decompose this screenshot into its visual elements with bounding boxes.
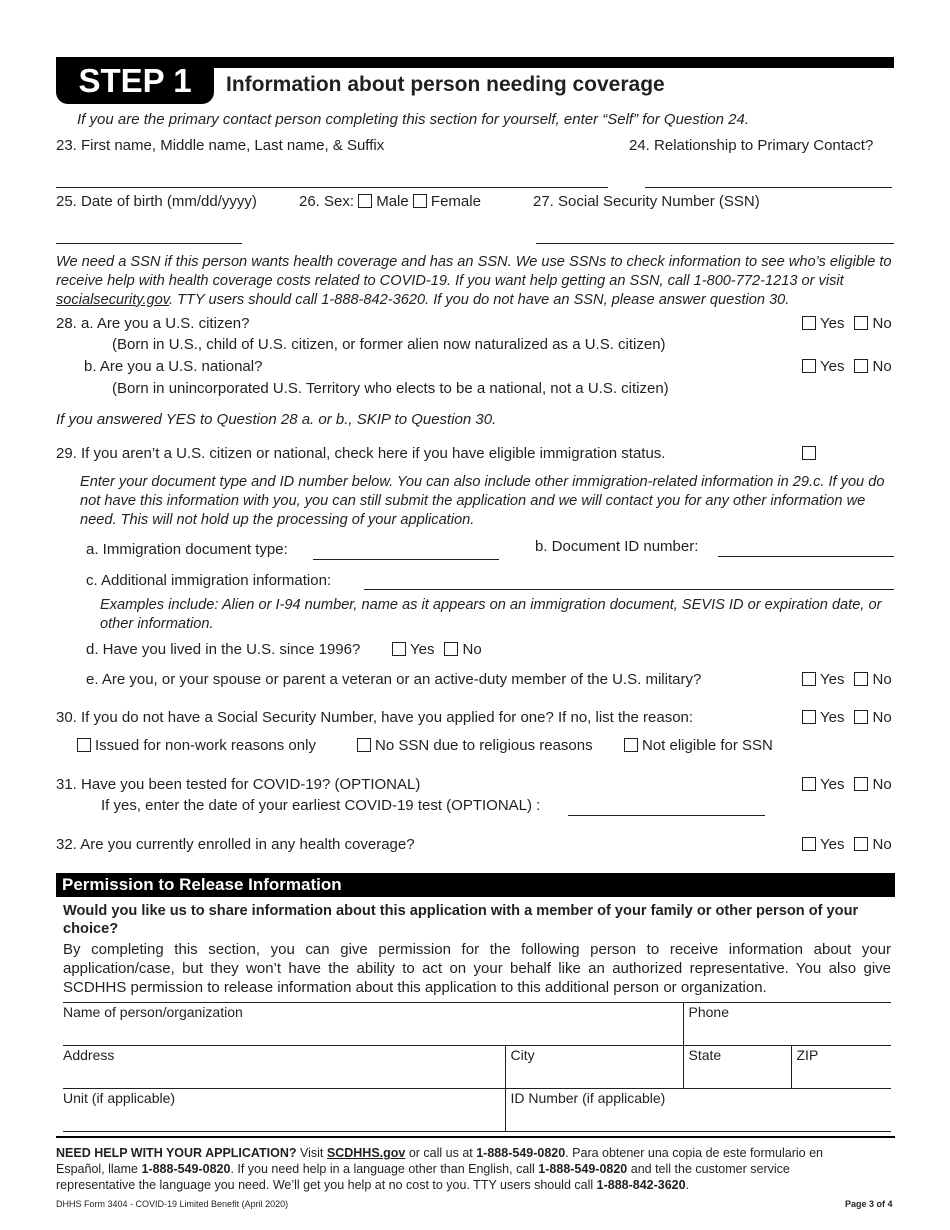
state-label: State xyxy=(688,1047,722,1063)
q30-opt1-checkbox[interactable] xyxy=(77,738,91,752)
q32-no-checkbox[interactable] xyxy=(854,837,868,851)
q29b-label: b. Document ID number: xyxy=(535,538,699,555)
no-label: No xyxy=(872,315,892,332)
q29a-document-type-field[interactable] xyxy=(313,559,499,560)
q24-relationship-field[interactable] xyxy=(645,187,892,188)
zip-label: ZIP xyxy=(796,1047,819,1063)
q29d-yes-checkbox[interactable] xyxy=(392,642,406,656)
q30-opt2 xyxy=(357,737,593,754)
footer-text: and tell the customer service representative the language you need. We’ll get you help at no cost to you. TTY users should call xyxy=(56,1162,790,1192)
no-label: No xyxy=(872,671,892,688)
id-number-label: ID Number (if applicable) xyxy=(510,1090,666,1106)
yes-label: Yes xyxy=(820,709,845,726)
yes-label: Yes xyxy=(820,358,845,375)
q29d-label: d. Have you lived in the U.S. since 1996? xyxy=(86,641,361,658)
no-label: No xyxy=(872,709,892,726)
permission-header: Permission to Release Information xyxy=(56,873,895,897)
q30-opt2-checkbox[interactable] xyxy=(357,738,371,752)
q30-opt1 xyxy=(77,737,316,754)
state-cell[interactable] xyxy=(683,1046,791,1089)
yes-label: Yes xyxy=(820,671,845,688)
spanish-phone: 1-888-549-0820 xyxy=(141,1162,231,1176)
unit-label: Unit (if applicable) xyxy=(63,1090,176,1106)
yes-label: Yes xyxy=(410,641,435,658)
q32-yes-no xyxy=(802,836,892,853)
q23-label: 23. First name, Middle name, Last name, & Suffix xyxy=(56,137,385,154)
q23-name-field[interactable] xyxy=(56,187,608,188)
scdhhs-link[interactable]: SCDHHS.gov xyxy=(326,1146,406,1160)
q26-label: 26. Sex: xyxy=(299,193,355,210)
male-checkbox[interactable] xyxy=(358,194,372,208)
q30-opt3-checkbox[interactable] xyxy=(624,738,638,752)
address-cell[interactable] xyxy=(63,1046,505,1089)
q29-note: Enter your document type and ID number below. You can also include other immigration-related information in 29.c. If you do not have this information with you, you can still submit the application and we will contact you for any other information we need. This will not hold up the processing of your application. xyxy=(80,474,885,528)
socialsecurity-link[interactable]: socialsecurity.gov xyxy=(56,292,170,308)
footer-help xyxy=(56,1145,856,1193)
phone-cell[interactable] xyxy=(683,1003,891,1046)
q29e-label: e. Are you, or your spouse or parent a veteran or an active-duty member of the U.S. military? xyxy=(86,671,702,688)
ssn-note-text-2: . TTY users should call 1-888-842-3620. If you do not have an SSN, please answer question 30. xyxy=(169,292,790,308)
footer-text: . Para obtener una copia de este formulario en Español, llame xyxy=(56,1146,824,1176)
q28b-yes-checkbox[interactable] xyxy=(802,359,816,373)
q29a-label: a. Immigration document type: xyxy=(86,541,288,558)
permission-body: By completing this section, you can give permission for the following person to receive information about your application/case, but they won’t have the ability to act on your behalf like an authorized representative. You also give SCDHHS permission to release information about this application to this additional person or organization. xyxy=(63,941,891,996)
female-checkbox[interactable] xyxy=(413,194,427,208)
q25-dob-field[interactable] xyxy=(56,243,242,244)
address-label: Address xyxy=(63,1047,115,1063)
q29c-label: c. Additional immigration information: xyxy=(86,572,332,589)
q29c-additional-info-field[interactable] xyxy=(364,589,894,590)
q29d-yes-no xyxy=(392,641,482,658)
q24-label: 24. Relationship to Primary Contact? xyxy=(629,137,874,154)
q28b-no-checkbox[interactable] xyxy=(854,359,868,373)
footer-text: Visit xyxy=(296,1146,327,1160)
step-intro: If you are the primary contact person completing this section for yourself, enter “Self” for Question 24. xyxy=(77,111,749,128)
q31-no-checkbox[interactable] xyxy=(854,777,868,791)
ssn-note-text: We need a SSN if this person wants health coverage and has an SSN. We use SSNs to check information to see who’s eligible to receive help with health coverage costs related to COVID-19. If you want help getting an SSN, call 1-800-772-1213 or visit xyxy=(56,254,892,289)
q30-opt2-label: No SSN due to religious reasons xyxy=(375,737,593,754)
name-label: Name of person/organization xyxy=(63,1004,243,1020)
permission-contact-table xyxy=(63,1002,891,1132)
q28a-yes-checkbox[interactable] xyxy=(802,316,816,330)
tty-phone: 1-888-842-3620 xyxy=(596,1178,686,1192)
q30-yes-no xyxy=(802,709,892,726)
help-phone: 1-888-549-0820 xyxy=(476,1146,566,1160)
q30-yes-checkbox[interactable] xyxy=(802,710,816,724)
q29d-no-checkbox[interactable] xyxy=(444,642,458,656)
q31-yes-no xyxy=(802,776,892,793)
q25-label: 25. Date of birth (mm/dd/yyyy) xyxy=(56,193,257,210)
q28a-label: 28. a. Are you a U.S. citizen? xyxy=(56,315,250,332)
q30-opt3-label: Not eligible for SSN xyxy=(642,737,773,754)
yes-label: Yes xyxy=(820,776,845,793)
q28-skip-note: If you answered YES to Question 28 a. or b., SKIP to Question 30. xyxy=(56,411,497,428)
q29e-yes-no xyxy=(802,671,892,688)
phone-label: Phone xyxy=(688,1004,729,1020)
q30-label: 30. If you do not have a Social Security Number, have you applied for one? If no, list the reason: xyxy=(56,709,694,726)
permission-question: Would you like us to share information about this application with a member of your family or other person of your choice? xyxy=(63,903,859,937)
city-cell[interactable] xyxy=(505,1046,683,1089)
q29b-document-id-field[interactable] xyxy=(718,556,894,557)
step-badge: STEP 1 xyxy=(56,57,214,104)
q31-sub-label: If yes, enter the date of your earliest COVID-19 test (OPTIONAL) : xyxy=(101,797,541,814)
q32-yes-checkbox[interactable] xyxy=(802,837,816,851)
female-label: Female xyxy=(430,193,481,210)
ssn-note xyxy=(56,253,896,310)
no-label: No xyxy=(872,358,892,375)
q29-status xyxy=(802,445,820,462)
q28a-yes-no xyxy=(802,315,892,332)
q32-label: 32. Are you currently enrolled in any health coverage? xyxy=(56,836,415,853)
q31-label: 31. Have you been tested for COVID-19? (OPTIONAL) xyxy=(56,776,421,793)
page-number: Page 3 of 4 xyxy=(845,1199,893,1209)
footer-text: . If you need help in a language other than English, call xyxy=(230,1162,539,1176)
name-cell[interactable] xyxy=(63,1003,683,1046)
q28a-no-checkbox[interactable] xyxy=(854,316,868,330)
q28b-label: b. Are you a U.S. national? xyxy=(84,358,263,375)
q29-checkbox[interactable] xyxy=(802,446,816,460)
help-heading: NEED HELP WITH YOUR APPLICATION? xyxy=(56,1146,297,1160)
q27-ssn-field[interactable] xyxy=(536,243,894,244)
q30-opt3 xyxy=(624,737,773,754)
q29e-yes-checkbox[interactable] xyxy=(802,672,816,686)
q29-label: 29. If you aren’t a U.S. citizen or national, check here if you have eligible immigration status. xyxy=(56,445,666,462)
no-label: No xyxy=(872,836,892,853)
q29c-note: Examples include: Alien or I-94 number, name as it appears on an immigration document, SEVIS ID or expiration date, or other information. xyxy=(100,597,882,632)
no-label: No xyxy=(872,776,892,793)
q26-sex xyxy=(299,193,481,210)
male-label: Male xyxy=(376,193,409,210)
q28b-yes-no xyxy=(802,358,892,375)
step-title: Information about person needing coverage xyxy=(226,73,665,96)
q28a-note: (Born in U.S., child of U.S. citizen, or former alien now naturalized as a U.S. citizen) xyxy=(112,336,666,353)
unit-cell[interactable] xyxy=(63,1089,505,1132)
footer-rule xyxy=(56,1136,895,1138)
footer-text: . xyxy=(685,1178,690,1192)
yes-label: Yes xyxy=(820,315,845,332)
q28b-note: (Born in unincorporated U.S. Territory who elects to be a national, not a U.S. citizen) xyxy=(112,380,669,397)
form-id: DHHS Form 3404 - COVID-19 Limited Benefit (April 2020) xyxy=(56,1199,289,1209)
zip-cell[interactable] xyxy=(791,1046,891,1089)
q31-yes-checkbox[interactable] xyxy=(802,777,816,791)
no-label: No xyxy=(462,641,482,658)
id-number-cell[interactable] xyxy=(505,1089,891,1132)
q31-test-date-field[interactable] xyxy=(568,815,765,816)
q27-label: 27. Social Security Number (SSN) xyxy=(533,193,760,210)
q30-no-checkbox[interactable] xyxy=(854,710,868,724)
city-label: City xyxy=(510,1047,535,1063)
q29e-no-checkbox[interactable] xyxy=(854,672,868,686)
language-phone: 1-888-549-0820 xyxy=(538,1162,628,1176)
footer-text: or call us at xyxy=(405,1146,477,1160)
q30-opt1-label: Issued for non-work reasons only xyxy=(95,737,316,754)
yes-label: Yes xyxy=(820,836,845,853)
